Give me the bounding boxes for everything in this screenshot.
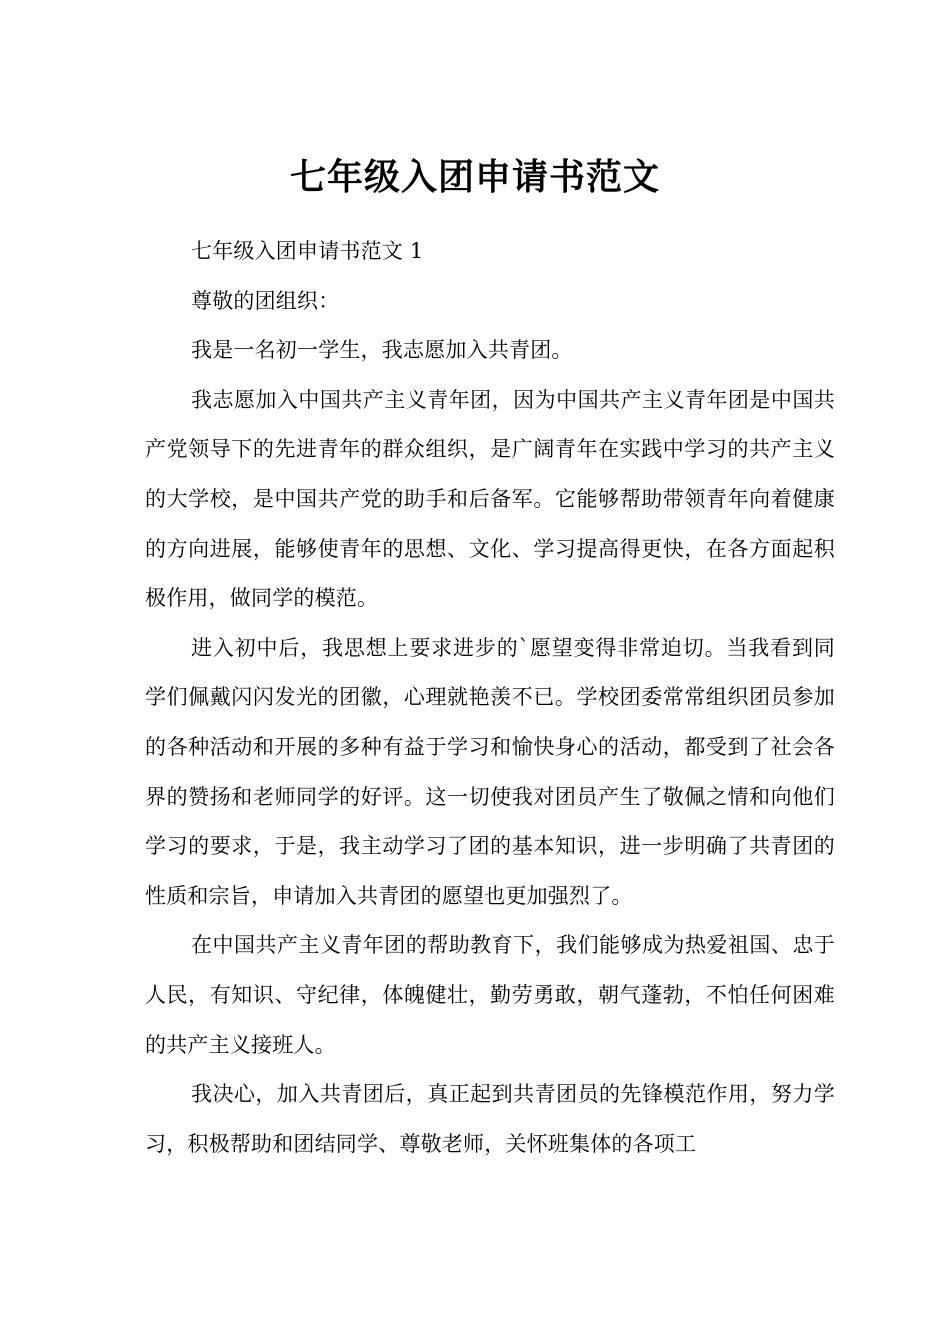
body-paragraph: 在中国共产主义青年团的帮助教育下，我们能够成为热爱祖国、忠于人民，有知识、守纪律，体魄健壮，勤劳勇敢，朝气蓬勃，不怕任何困难的共产主义接班人。: [145, 933, 835, 1057]
body-paragraph: 进入初中后，我思想上要求进步的`愿望变得非常迫切。当我看到同学们佩戴闪闪发光的团徽，心理就艳羡不已。学校团委常常组织团员参加的各种活动和开展的多种有益于学习和愉快身心的活动，都受到了社会各界的赞扬和老师同学的好评。这一切使我对团员产生了敬佩之情和向他们学习的要求，于是，我主动学习了团的基本知识，进一步明确了共青团的性质和宗旨，申请加入共青团的愿望也更加强烈了。: [145, 635, 835, 908]
document-body: [145, 227, 835, 1169]
body-paragraph: 我是一名初一学生，我志愿加入共青团。: [191, 338, 573, 363]
body-paragraph: 我志愿加入中国共产主义青年团，因为中国共产主义青年团是中国共产党领导下的先进青年的群众组织，是广阔青年在实践中学习的共产主义的大学校，是中国共产党的助手和后备军。它能够帮助带领青年向着健康的方向进展，能够使青年的思想、文化、学习提高得更快，在各方面起积极作用，做同学的模范。: [145, 387, 835, 611]
salutation-paragraph: 尊敬的团组织：: [191, 288, 340, 313]
heading-paragraph: 七年级入团申请书范文 1: [191, 239, 424, 263]
document-title: 七年级入团申请书范文: [289, 156, 660, 199]
body-paragraph: 我决心，加入共青团后，真正起到共青团员的先锋模范作用，努力学习，积极帮助和团结同学、尊敬老师，关怀班集体的各项工: [145, 1082, 835, 1156]
